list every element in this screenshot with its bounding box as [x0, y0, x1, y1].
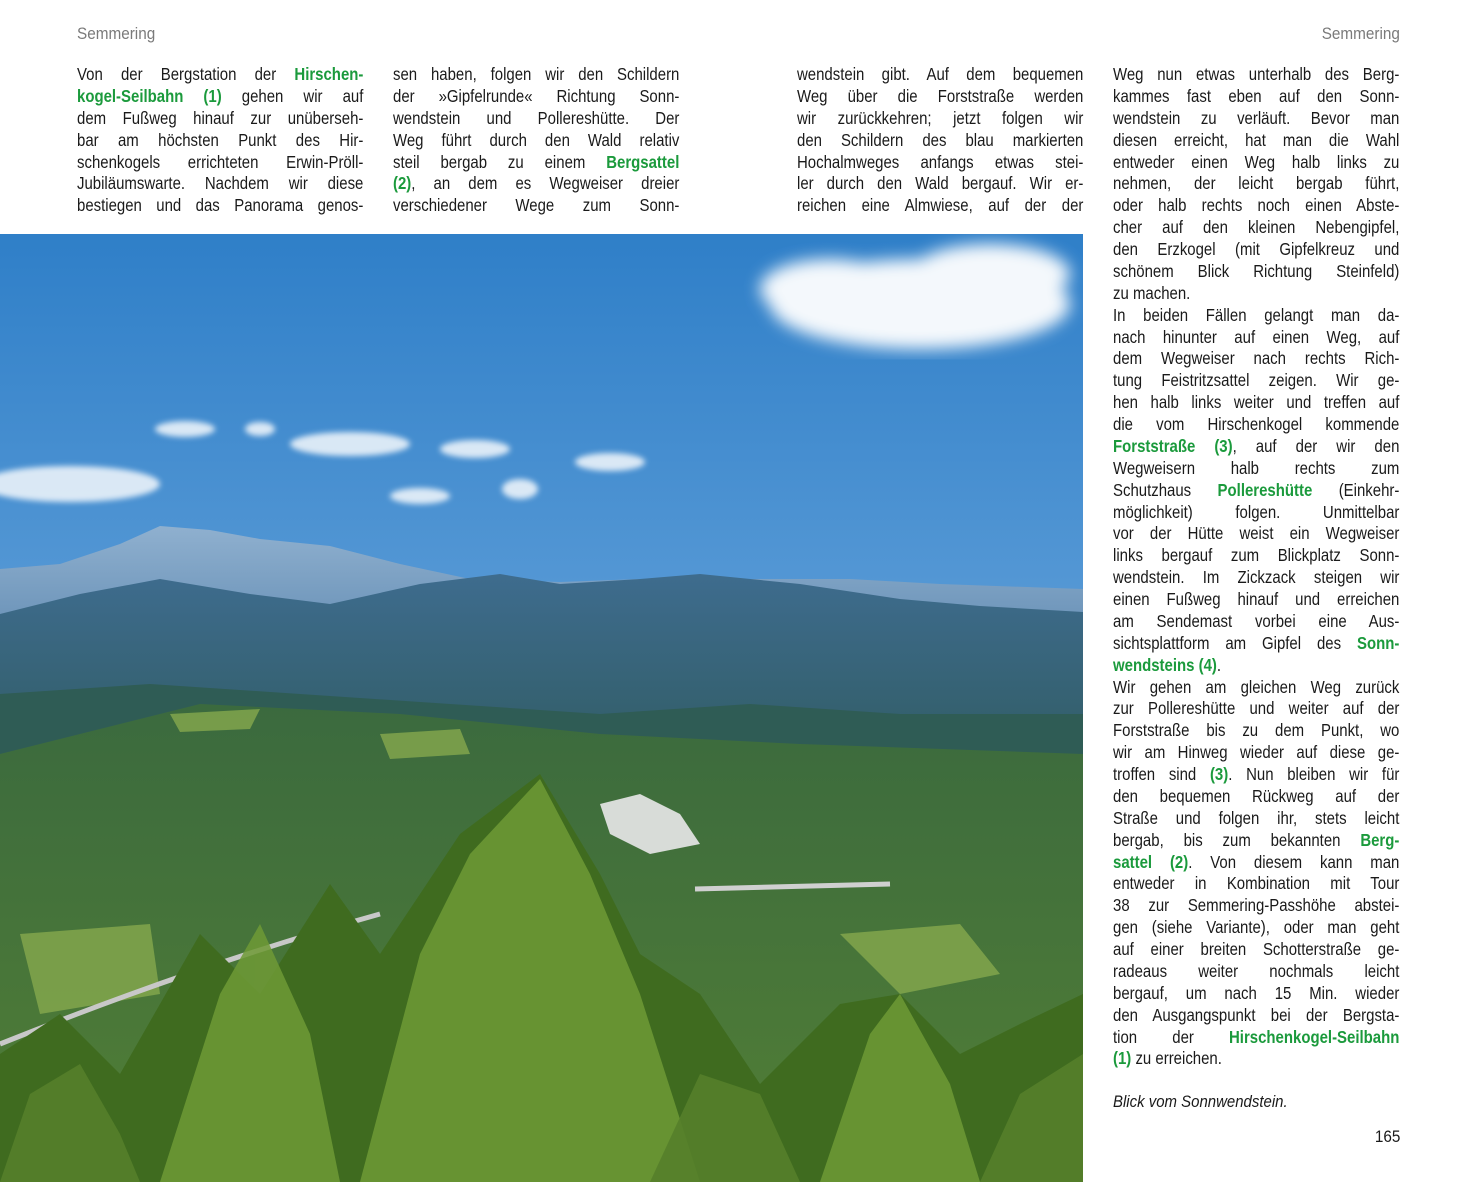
body-text: ler durch den Wald bergauf. Wir er- — [797, 173, 1084, 194]
body-text: entweder einen Weg halb links zu — [1113, 151, 1400, 172]
text-line — [1113, 348, 1399, 370]
text-line — [1113, 742, 1399, 764]
body-text: gehen wir auf — [221, 85, 364, 106]
body-text: . — [1216, 654, 1222, 675]
body-text: Wegweisern halb rechts zum — [1113, 457, 1400, 478]
text-line — [797, 64, 1083, 86]
body-text: Straße und folgen ihr, stets leicht — [1113, 807, 1400, 828]
highlighted-place-name: Bergsattel — [606, 151, 680, 172]
highlighted-place-name: wendsteins (4) — [1113, 654, 1217, 675]
page-number: 165 — [1374, 1127, 1400, 1146]
body-text: cher auf den kleinen Nebengipfel, — [1113, 217, 1400, 238]
body-text: vor der Hütte weist ein Wegweiser — [1113, 523, 1400, 544]
text-line — [1113, 436, 1399, 458]
text-line — [1113, 239, 1399, 261]
body-text: tion der — [1113, 1026, 1230, 1047]
body-text: sen haben, folgen wir den Schildern — [393, 64, 680, 84]
text-line — [1113, 677, 1399, 699]
text-line — [1113, 611, 1399, 633]
text-line — [797, 130, 1083, 152]
body-text: tung Feistritzsattel zeigen. Wir ge- — [1113, 370, 1400, 391]
highlighted-place-name: Forststraße (3) — [1113, 435, 1233, 456]
text-line — [1113, 983, 1399, 1005]
text-line — [1113, 502, 1399, 524]
text-line — [1113, 567, 1399, 589]
body-text: Wir gehen am gleichen Weg zurück — [1113, 676, 1400, 697]
text-line — [1113, 939, 1399, 961]
text-line — [1113, 458, 1399, 480]
text-line — [1113, 655, 1399, 677]
text-line — [797, 173, 1083, 195]
body-text: Forststraße bis zu dem Punkt, wo — [1113, 720, 1400, 741]
text-line — [77, 86, 363, 108]
body-text: bar am höchsten Punkt des Hir- — [77, 129, 364, 150]
text-line — [1113, 305, 1399, 327]
highlighted-place-name: (1) — [1113, 1048, 1132, 1069]
body-text: verschiedener Wege zum Sonn- — [393, 195, 680, 216]
text-line — [393, 173, 679, 195]
body-text: diesen erreicht, hat man die Wahl — [1113, 129, 1400, 150]
text-line — [77, 152, 363, 174]
text-line — [1113, 895, 1399, 917]
text-line — [1113, 764, 1399, 786]
text-line — [1113, 786, 1399, 808]
body-text: die vom Hirschenkogel kommende — [1113, 414, 1400, 434]
body-text: Hochalmweges anfangs etwas stei- — [797, 151, 1084, 172]
body-text: zu erreichen. — [1131, 1048, 1222, 1069]
text-line — [1113, 283, 1399, 305]
text-line — [1113, 480, 1399, 502]
body-text: den Schildern des blau markierten — [797, 129, 1084, 150]
body-text: entweder in Kombination mit Tour — [1113, 873, 1400, 894]
photo-caption: Blick vom Sonnwendstein. — [1113, 1092, 1288, 1111]
body-text: troffen sind — [1113, 764, 1210, 784]
body-text: den bequemen Rückweg auf der — [1113, 785, 1400, 806]
body-text: der »Gipfelrunde« Richtung Sonn- — [393, 85, 680, 106]
text-line — [77, 195, 363, 217]
text-line — [1113, 392, 1399, 414]
text-line — [1113, 589, 1399, 611]
text-line — [1113, 173, 1399, 195]
body-text: Weg nun etwas unterhalb des Berg- — [1113, 64, 1400, 84]
body-text: schönem Blick Richtung Steinfeld) — [1113, 260, 1400, 281]
text-line — [1113, 808, 1399, 830]
body-text: oder halb rechts noch einen Abste- — [1113, 195, 1400, 216]
body-text: den Erzkogel (mit Gipfelkreuz und — [1113, 239, 1400, 259]
highlighted-place-name: Berg- — [1360, 829, 1400, 850]
body-text: bergab, bis zum bekannten — [1113, 829, 1361, 850]
text-line — [797, 152, 1083, 174]
text-line — [1113, 1048, 1399, 1070]
text-line — [1113, 130, 1399, 152]
running-head-right: Semmering — [1321, 24, 1400, 43]
body-text: zu machen. — [1113, 282, 1191, 303]
body-text: Weg über die Forststraße werden — [797, 85, 1084, 106]
body-text: wir am Hinweg wieder auf diese ge- — [1113, 742, 1400, 763]
body-text: hen halb links weiter und treffen auf — [1113, 392, 1400, 413]
body-text: nehmen, der leicht bergab führt, — [1113, 173, 1400, 194]
text-line — [1113, 633, 1399, 655]
body-text: radeaus weiter nochmals leicht — [1113, 960, 1400, 981]
text-line — [1113, 852, 1399, 874]
text-line — [1113, 720, 1399, 742]
body-text: nach hinunter auf einen Weg, auf — [1113, 326, 1400, 347]
text-line — [393, 108, 679, 130]
highlighted-place-name: Hirschenkogel-Seilbahn — [1229, 1026, 1400, 1047]
body-text: steil bergab zu einem — [393, 151, 607, 172]
text-line — [1113, 261, 1399, 283]
body-text: . Von diesem kann man — [1188, 851, 1400, 872]
body-text: reichen eine Almwiese, auf der der — [797, 195, 1084, 216]
body-text: den Ausgangspunkt bei der Bergsta- — [1113, 1004, 1400, 1025]
highlighted-place-name: kogel-Seilbahn (1) — [77, 85, 222, 106]
landscape-photo — [0, 234, 1083, 1182]
highlighted-place-name: sattel (2) — [1113, 851, 1189, 872]
body-text: Schutzhaus — [1113, 479, 1218, 500]
text-line — [1113, 917, 1399, 939]
body-text: kammes fast eben auf den Sonn- — [1113, 85, 1400, 106]
body-text: wir zurückkehren; jetzt folgen wir — [797, 107, 1084, 128]
text-line — [1113, 414, 1399, 436]
body-text: bergauf, um nach 15 Min. wieder — [1113, 982, 1400, 1003]
body-text: auf einer breiten Schotterstraße ge- — [1113, 939, 1400, 959]
text-line — [393, 86, 679, 108]
body-text: wendstein zu verläuft. Bevor man — [1113, 107, 1400, 128]
body-text: am Sendemast vorbei eine Aus- — [1113, 610, 1400, 631]
body-text: dem Wegweiser nach rechts Rich- — [1113, 348, 1400, 369]
text-line — [393, 195, 679, 217]
running-head-left: Semmering — [77, 24, 156, 43]
text-line — [1113, 108, 1399, 130]
text-line — [1113, 545, 1399, 567]
body-text: (Einkehr- — [1312, 479, 1400, 500]
text-line — [1113, 1005, 1399, 1027]
text-line — [1113, 195, 1399, 217]
text-line — [797, 86, 1083, 108]
body-text: möglichkeit) folgen. Unmittelbar — [1113, 501, 1400, 522]
text-line — [393, 130, 679, 152]
text-line — [797, 195, 1083, 217]
body-text: zur Pollereshütte und weiter auf der — [1113, 698, 1400, 719]
body-text: . Nun bleiben wir für — [1228, 764, 1400, 784]
text-line — [393, 64, 679, 86]
body-text: wendstein gibt. Auf dem bequemen — [797, 64, 1084, 84]
text-column-2 — [393, 64, 679, 217]
text-line — [77, 130, 363, 152]
text-line — [797, 108, 1083, 130]
body-text: bestiegen und das Panorama genos- — [77, 195, 364, 216]
text-line — [1113, 830, 1399, 852]
text-line — [1113, 217, 1399, 239]
text-line — [77, 64, 363, 86]
text-line — [1113, 152, 1399, 174]
highlighted-place-name: Hirschen- — [294, 64, 364, 84]
body-text: einen Fußweg hinauf und erreichen — [1113, 589, 1400, 609]
body-text: Von der Bergstation der — [77, 64, 295, 84]
text-column-4 — [1113, 64, 1399, 1070]
body-text: links bergauf zum Blickplatz Sonn- — [1113, 545, 1400, 566]
body-text: wendstein und Pollereshütte. Der — [393, 107, 680, 128]
text-line — [77, 108, 363, 130]
text-line — [1113, 523, 1399, 545]
text-column-3 — [797, 64, 1083, 217]
text-line — [1113, 327, 1399, 349]
text-line — [1113, 698, 1399, 720]
text-line — [77, 173, 363, 195]
body-text: sichtsplattform am Gipfel des — [1113, 632, 1358, 653]
body-text: Jubiläumswarte. Nachdem wir diese — [77, 173, 364, 194]
body-text: In beiden Fällen gelangt man da- — [1113, 304, 1400, 325]
body-text: 38 zur Semmering-Passhöhe abstei- — [1113, 895, 1400, 916]
body-text: schenkogels errichteten Erwin-Pröll- — [77, 151, 364, 172]
body-text: , auf der wir den — [1232, 435, 1400, 456]
text-line — [1113, 86, 1399, 108]
body-text: , an dem es Wegweiser dreier — [411, 173, 680, 194]
highlighted-place-name: (2) — [393, 173, 412, 194]
text-line — [393, 152, 679, 174]
text-column-1 — [77, 64, 363, 217]
text-line — [1113, 370, 1399, 392]
body-text: dem Fußweg hinauf zur unüberseh- — [77, 107, 364, 128]
text-line — [1113, 1027, 1399, 1049]
text-line — [1113, 64, 1399, 86]
body-text: Weg führt durch den Wald relativ — [393, 129, 680, 150]
highlighted-place-name: (3) — [1209, 764, 1229, 784]
text-line — [1113, 873, 1399, 895]
body-text: wendstein. Im Zickzack steigen wir — [1113, 567, 1400, 588]
highlighted-place-name: Sonn- — [1357, 632, 1400, 653]
body-text: gen (siehe Variante), oder man geht — [1113, 917, 1400, 938]
highlighted-place-name: Pollereshütte — [1217, 479, 1313, 500]
text-line — [1113, 961, 1399, 983]
